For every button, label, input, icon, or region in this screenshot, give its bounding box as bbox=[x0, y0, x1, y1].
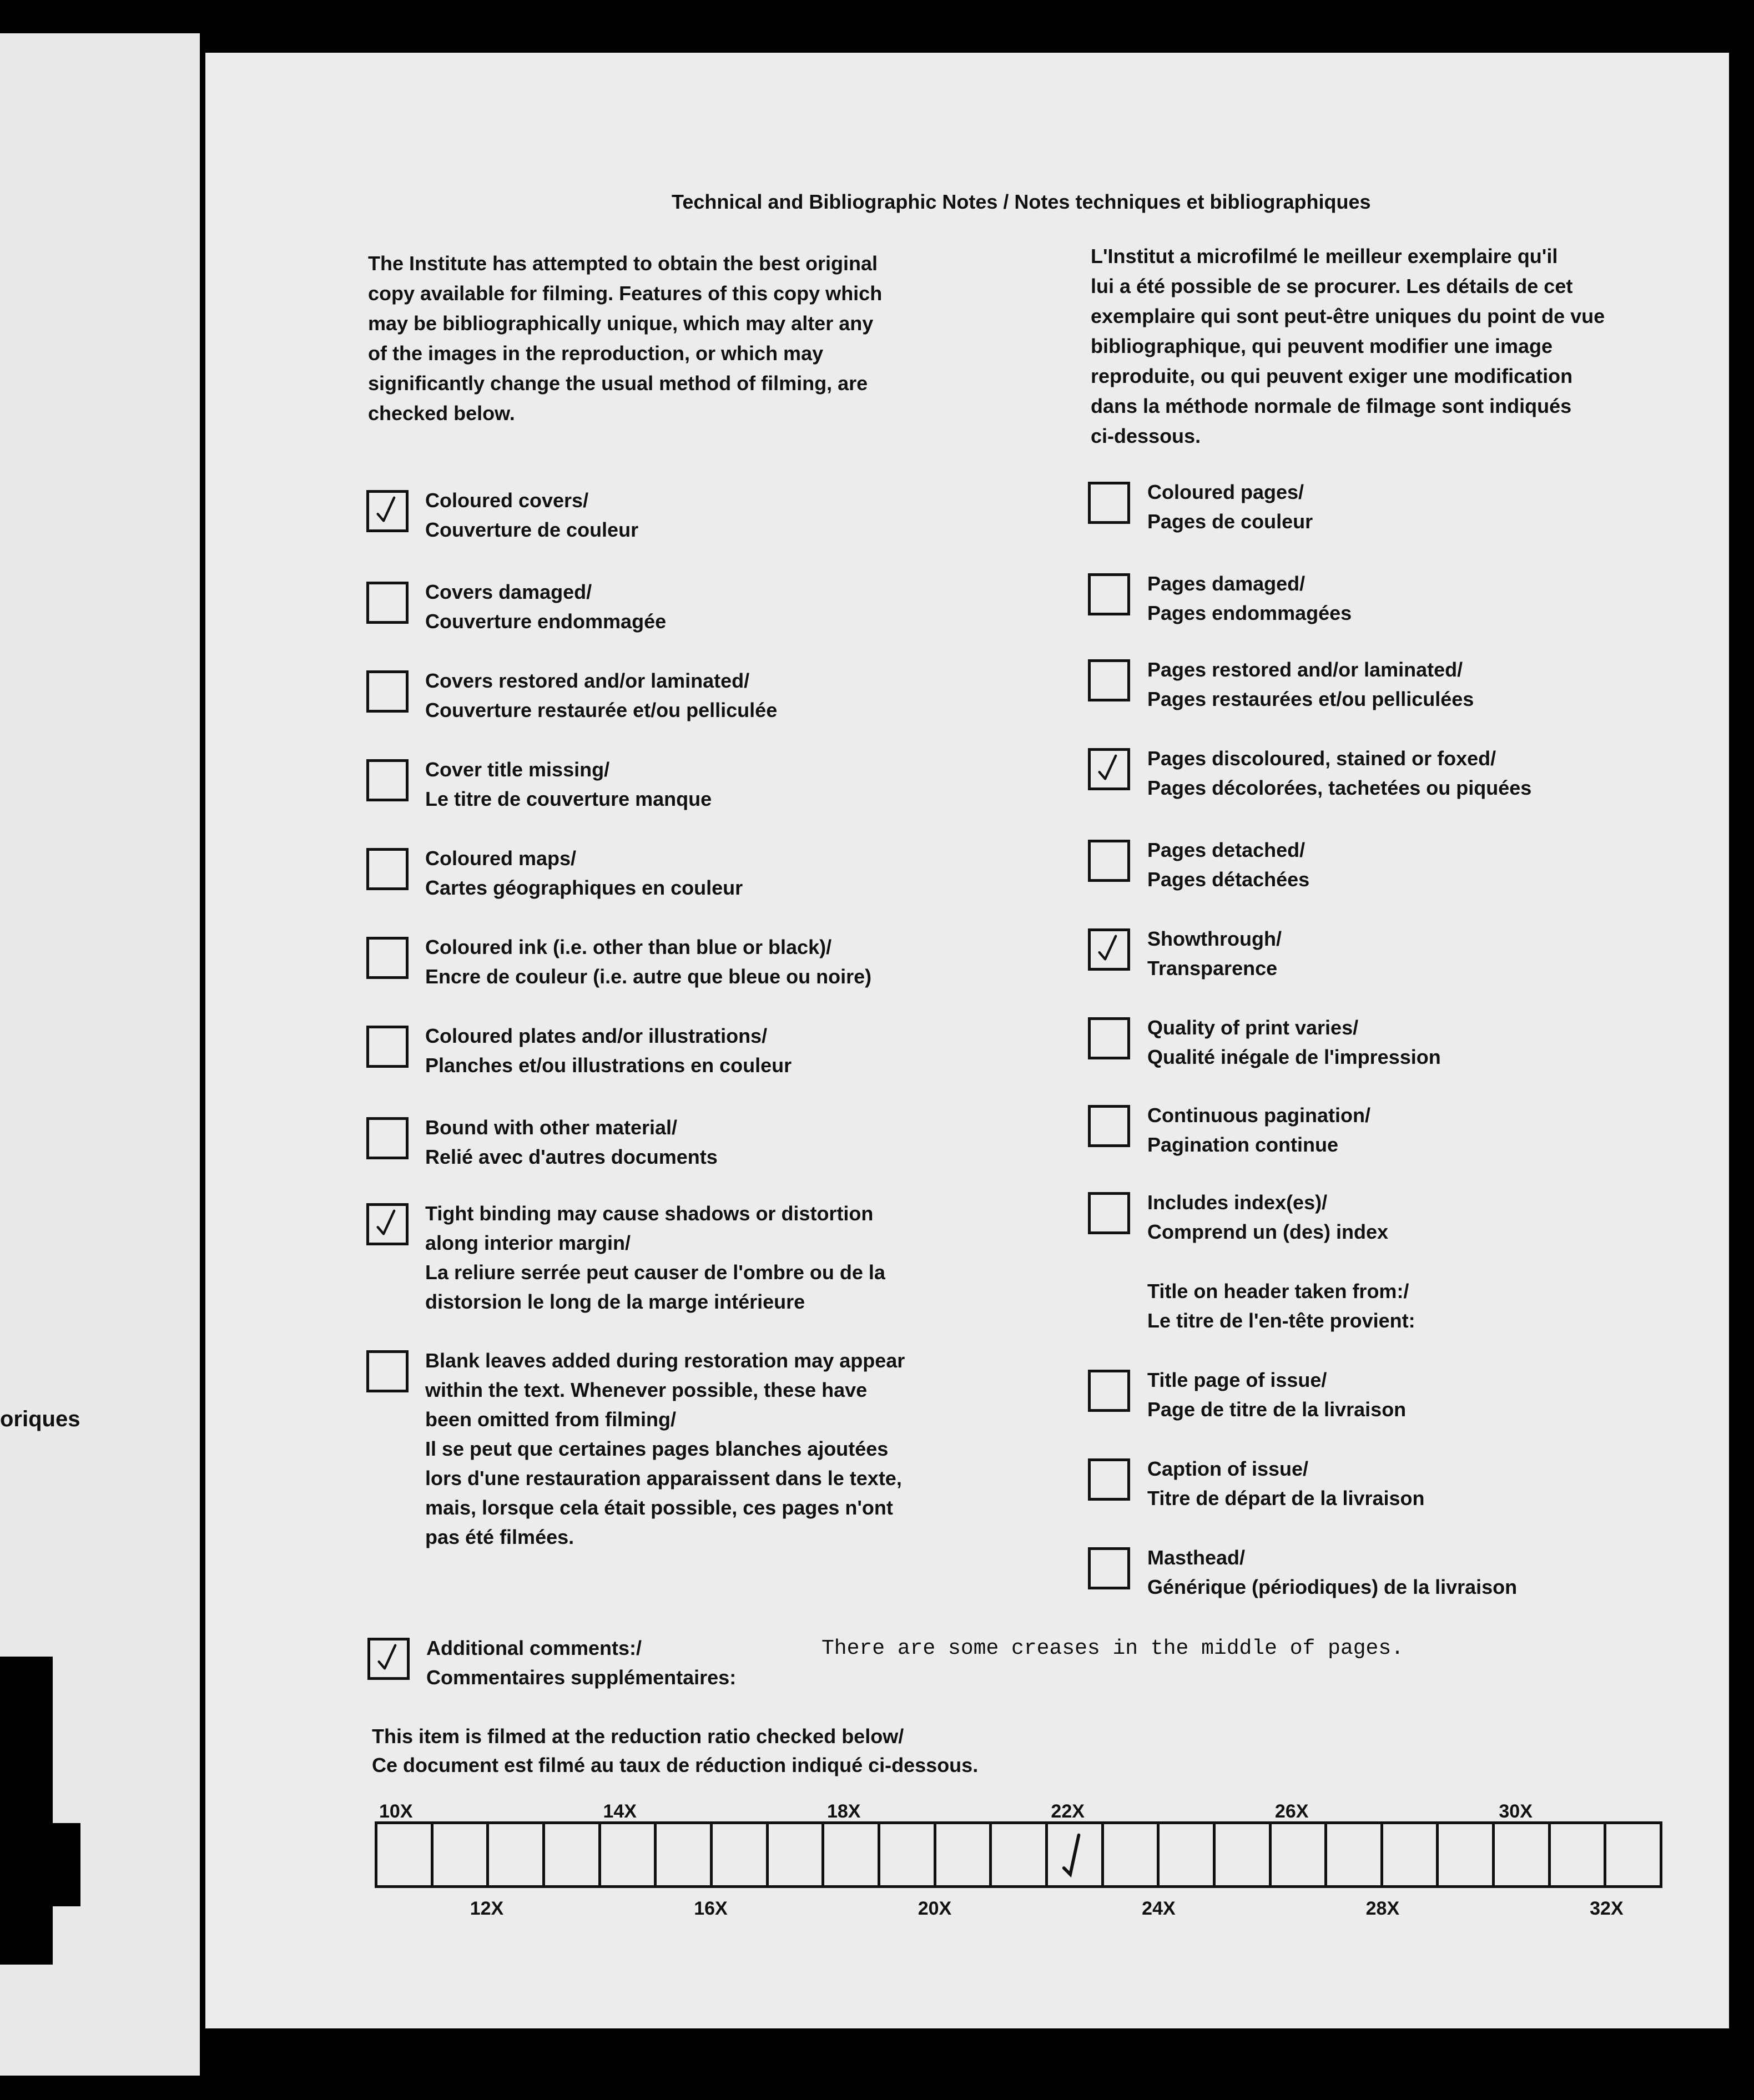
right-item-6-label-line: Showthrough/ bbox=[1147, 927, 1282, 950]
reduction-scale-cell[interactable] bbox=[377, 1824, 434, 1885]
right-item-6-label bbox=[1147, 924, 1282, 983]
right-item-8-label-line: Continuous pagination/ bbox=[1147, 1104, 1370, 1127]
left-item-4-label-line: Cover title missing/ bbox=[425, 758, 610, 781]
right-item-13-checkbox[interactable] bbox=[1088, 1547, 1130, 1589]
page-title: Technical and Bibliographic Notes / Notes techniques et bibliographiques bbox=[672, 190, 1371, 213]
left-item-10-label-line: within the text. Whenever possible, these have bbox=[425, 1379, 868, 1401]
right-item-13-label-line: Générique (périodiques) de la livraison bbox=[1147, 1576, 1518, 1598]
left-item-7-label-line: Planches et/ou illustrations en couleur bbox=[425, 1054, 792, 1077]
reduction-scale-cell[interactable] bbox=[713, 1824, 769, 1885]
right-item-11-label-line: Page de titre de la livraison bbox=[1147, 1398, 1407, 1421]
checkmark-icon bbox=[1091, 751, 1127, 787]
reduction-scale-cell[interactable] bbox=[1104, 1824, 1160, 1885]
reduction-scale-cell[interactable] bbox=[1216, 1824, 1272, 1885]
intro-fr-line: exemplaire qui sont peut-être uniques du point de vue bbox=[1091, 305, 1605, 327]
reduction-scale-cell[interactable] bbox=[1048, 1824, 1104, 1885]
checkmark-icon bbox=[1048, 1824, 1101, 1885]
intro-en-line: The Institute has attempted to obtain the best original bbox=[368, 252, 878, 275]
intro-french bbox=[1091, 241, 1605, 451]
right-item-13-label bbox=[1147, 1543, 1517, 1602]
reduction-scale-top-label: 26X bbox=[1274, 1801, 1309, 1822]
left-item-10-checkbox[interactable] bbox=[366, 1350, 409, 1392]
intro-fr-line: reproduite, ou qui peuvent exiger une modification bbox=[1091, 365, 1573, 387]
reduction-scale-bottom-label: 32X bbox=[1590, 1898, 1624, 1919]
document-page bbox=[205, 53, 1729, 2028]
right-item-4-checkbox[interactable] bbox=[1088, 748, 1130, 790]
right-item-8-label bbox=[1147, 1101, 1370, 1159]
intro-en-line: may be bibliographically unique, which may alter any bbox=[368, 312, 874, 335]
reduction-scale-cell[interactable] bbox=[545, 1824, 601, 1885]
left-item-10-label-line: lors d'une restauration apparaissent dans le texte, bbox=[425, 1467, 902, 1490]
checkmark-icon bbox=[369, 1206, 406, 1243]
left-item-9-label-line: Tight binding may cause shadows or distortion bbox=[425, 1202, 874, 1225]
left-item-8-label-line: Relié avec d'autres documents bbox=[425, 1145, 718, 1168]
right-item-2-label-line: Pages endommagées bbox=[1147, 602, 1352, 624]
right-item-4-label-line: Pages discoloured, stained or foxed/ bbox=[1147, 747, 1496, 770]
reduction-scale-cell[interactable] bbox=[936, 1824, 992, 1885]
intro-en-line: of the images in the reproduction, or which may bbox=[368, 342, 824, 365]
left-item-7-checkbox[interactable] bbox=[366, 1026, 409, 1068]
reduction-scale-cell[interactable] bbox=[657, 1824, 713, 1885]
left-page-edge bbox=[0, 33, 200, 2076]
additional-comments-checkbox[interactable] bbox=[367, 1638, 410, 1680]
left-item-10-label-line: mais, lorsque cela était possible, ces pages n'ont bbox=[425, 1496, 893, 1519]
reduction-scale-bottom-label: 28X bbox=[1365, 1898, 1400, 1919]
reduction-note bbox=[372, 1722, 978, 1780]
intro-en-line: checked below. bbox=[368, 402, 515, 425]
right-item-13-label-line: Masthead/ bbox=[1147, 1546, 1246, 1569]
right-item-6-label-line: Transparence bbox=[1147, 957, 1278, 980]
right-item-6-checkbox[interactable] bbox=[1088, 928, 1130, 971]
right-item-7-checkbox[interactable] bbox=[1088, 1017, 1130, 1059]
left-item-7-label bbox=[425, 1021, 792, 1080]
right-item-3-label-line: Pages restored and/or laminated/ bbox=[1147, 658, 1463, 681]
intro-en-line: significantly change the usual method of filming, are bbox=[368, 372, 868, 395]
reduction-scale-cell[interactable] bbox=[1383, 1824, 1439, 1885]
reduction-scale-cell[interactable] bbox=[1327, 1824, 1383, 1885]
reduction-scale-strip bbox=[375, 1821, 1662, 1888]
left-item-1-label-line: Coloured covers/ bbox=[425, 489, 589, 512]
left-item-8-label-line: Bound with other material/ bbox=[425, 1116, 678, 1139]
left-item-1-label bbox=[425, 486, 638, 544]
reduction-scale-cell[interactable] bbox=[1439, 1824, 1495, 1885]
reduction-scale-cell[interactable] bbox=[824, 1824, 880, 1885]
additional-comments-text: There are some creases in the middle of pages. bbox=[821, 1637, 1404, 1660]
right-item-2-label bbox=[1147, 569, 1352, 628]
right-item-7-label-line: Quality of print varies/ bbox=[1147, 1016, 1359, 1039]
left-item-2-label-line: Couverture endommagée bbox=[425, 610, 667, 633]
reduction-scale-bottom-label: 24X bbox=[1142, 1898, 1176, 1919]
left-item-5-label-line: Coloured maps/ bbox=[425, 847, 577, 870]
left-item-3-label bbox=[425, 666, 777, 725]
left-page-fragment-text: oriques bbox=[0, 1407, 80, 1431]
left-item-10-label bbox=[425, 1346, 905, 1552]
left-item-3-checkbox[interactable] bbox=[366, 670, 409, 713]
intro-fr-line: bibliographique, qui peuvent modifier une image bbox=[1091, 335, 1553, 357]
checkmark-icon bbox=[1091, 931, 1127, 968]
left-item-2-label-line: Covers damaged/ bbox=[425, 580, 592, 603]
right-item-4-label bbox=[1147, 744, 1531, 802]
intro-en-line: copy available for filming. Features of this copy which bbox=[368, 282, 883, 305]
left-item-9-label-line: along interior margin/ bbox=[425, 1231, 631, 1254]
reduction-scale-top-label: 14X bbox=[603, 1801, 637, 1822]
right-item-10-label-line: Le titre de l'en-tête provient: bbox=[1147, 1309, 1415, 1332]
left-item-6-label-line: Encre de couleur (i.e. autre que bleue ou noire) bbox=[425, 965, 872, 988]
right-item-4-label-line: Pages décolorées, tachetées ou piquées bbox=[1147, 776, 1532, 799]
left-item-10-label-line: been omitted from filming/ bbox=[425, 1408, 677, 1431]
right-item-12-label-line: Titre de départ de la livraison bbox=[1147, 1487, 1425, 1510]
right-item-12-checkbox[interactable] bbox=[1088, 1458, 1130, 1501]
right-item-2-label-line: Pages damaged/ bbox=[1147, 572, 1306, 595]
left-item-9-checkbox[interactable] bbox=[366, 1203, 409, 1245]
left-item-5-checkbox[interactable] bbox=[366, 848, 409, 890]
checkmark-icon bbox=[370, 1640, 407, 1677]
reduction-scale-cell[interactable] bbox=[769, 1824, 825, 1885]
left-item-10-label-line: pas été filmées. bbox=[425, 1526, 574, 1548]
left-item-3-label-line: Covers restored and/or laminated/ bbox=[425, 669, 750, 692]
left-item-2-checkbox[interactable] bbox=[366, 582, 409, 624]
right-item-1-checkbox[interactable] bbox=[1088, 482, 1130, 524]
right-item-3-label bbox=[1147, 655, 1474, 714]
right-item-9-checkbox[interactable] bbox=[1088, 1192, 1130, 1234]
reduction-scale-cell[interactable] bbox=[434, 1824, 490, 1885]
right-item-9-label-line: Includes index(es)/ bbox=[1147, 1191, 1328, 1214]
left-item-3-label-line: Couverture restaurée et/ou pelliculée bbox=[425, 699, 778, 721]
right-item-5-label bbox=[1147, 835, 1309, 894]
left-item-9-label-line: La reliure serrée peut causer de l'ombre ou de la bbox=[425, 1261, 885, 1284]
left-item-6-label bbox=[425, 932, 871, 991]
left-item-1-label-line: Couverture de couleur bbox=[425, 518, 639, 541]
left-item-4-checkbox[interactable] bbox=[366, 759, 409, 801]
left-item-7-label-line: Coloured plates and/or illustrations/ bbox=[425, 1024, 768, 1047]
right-item-1-label-line: Pages de couleur bbox=[1147, 510, 1313, 533]
intro-english bbox=[368, 249, 882, 428]
reduction-scale-cell[interactable] bbox=[489, 1824, 545, 1885]
left-item-10-label-line: Blank leaves added during restoration may appear bbox=[425, 1349, 905, 1372]
right-item-12-label-line: Caption of issue/ bbox=[1147, 1457, 1309, 1480]
left-page-black-block-bottom bbox=[0, 1823, 80, 1906]
left-item-10-label-line: Il se peut que certaines pages blanches ajoutées bbox=[425, 1437, 889, 1460]
left-item-5-label-line: Cartes géographiques en couleur bbox=[425, 876, 743, 899]
right-item-11-label-line: Title page of issue/ bbox=[1147, 1369, 1327, 1391]
right-item-5-label-line: Pages détachées bbox=[1147, 868, 1310, 891]
left-item-8-label bbox=[425, 1113, 718, 1172]
additional-comments-label bbox=[426, 1633, 736, 1692]
left-item-6-label-line: Coloured ink (i.e. other than blue or black)/ bbox=[425, 936, 832, 958]
reduction-scale-bottom-label: 16X bbox=[694, 1898, 728, 1919]
reduction-scale-cell[interactable] bbox=[601, 1824, 657, 1885]
additional-comments-label-line: Commentaires supplémentaires: bbox=[426, 1666, 737, 1689]
additional-comments-label-line: Additional comments:/ bbox=[426, 1637, 642, 1659]
right-item-7-label bbox=[1147, 1013, 1441, 1072]
left-item-1-checkbox[interactable] bbox=[366, 490, 409, 532]
right-item-5-checkbox[interactable] bbox=[1088, 840, 1130, 882]
reduction-note-line: Ce document est filmé au taux de réduction indiqué ci-dessous. bbox=[372, 1754, 979, 1776]
left-item-4-label-line: Le titre de couverture manque bbox=[425, 787, 712, 810]
reduction-scale-bottom-label: 12X bbox=[470, 1898, 504, 1919]
right-item-11-checkbox[interactable] bbox=[1088, 1370, 1130, 1412]
reduction-scale-cell[interactable] bbox=[1606, 1824, 1660, 1885]
right-item-1-label bbox=[1147, 477, 1313, 536]
right-item-3-label-line: Pages restaurées et/ou pelliculées bbox=[1147, 688, 1474, 710]
intro-fr-line: L'Institut a microfilmé le meilleur exemplaire qu'il bbox=[1091, 245, 1558, 267]
right-item-10-label bbox=[1147, 1276, 1415, 1335]
reduction-scale-cell[interactable] bbox=[1495, 1824, 1551, 1885]
right-item-11-label bbox=[1147, 1365, 1406, 1424]
right-item-5-label-line: Pages detached/ bbox=[1147, 839, 1306, 861]
left-item-4-label bbox=[425, 755, 712, 814]
intro-fr-line: dans la méthode normale de filmage sont indiqués bbox=[1091, 395, 1572, 417]
reduction-scale-cell[interactable] bbox=[1551, 1824, 1607, 1885]
right-item-3-checkbox[interactable] bbox=[1088, 659, 1130, 701]
right-item-12-label bbox=[1147, 1454, 1425, 1513]
right-item-9-label-line: Comprend un (des) index bbox=[1147, 1220, 1389, 1243]
left-item-5-label bbox=[425, 844, 743, 902]
right-item-7-label-line: Qualité inégale de l'impression bbox=[1147, 1046, 1441, 1068]
reduction-scale-cell[interactable] bbox=[992, 1824, 1048, 1885]
checkmark-icon bbox=[369, 493, 406, 529]
reduction-scale-cell[interactable] bbox=[880, 1824, 936, 1885]
right-item-2-checkbox[interactable] bbox=[1088, 573, 1130, 615]
right-item-1-label-line: Coloured pages/ bbox=[1147, 481, 1304, 503]
right-item-10-label-line: Title on header taken from:/ bbox=[1147, 1280, 1409, 1303]
left-item-6-checkbox[interactable] bbox=[366, 937, 409, 979]
left-item-9-label-line: distorsion le long de la marge intérieure bbox=[425, 1290, 805, 1313]
right-item-9-label bbox=[1147, 1188, 1388, 1246]
left-item-9-label bbox=[425, 1199, 885, 1316]
reduction-note-line: This item is filmed at the reduction ratio checked below/ bbox=[372, 1725, 904, 1748]
left-item-8-checkbox[interactable] bbox=[366, 1117, 409, 1159]
reduction-scale-top-label: 10X bbox=[379, 1801, 413, 1822]
reduction-scale-top-label: 22X bbox=[1051, 1801, 1085, 1822]
intro-fr-line: lui a été possible de se procurer. Les détails de cet bbox=[1091, 275, 1573, 297]
left-page-black-block-top bbox=[0, 1657, 53, 1823]
left-page-black-block-lower bbox=[0, 1906, 53, 1965]
reduction-scale-cell[interactable] bbox=[1272, 1824, 1328, 1885]
reduction-scale-bottom-label: 20X bbox=[918, 1898, 952, 1919]
right-item-8-label-line: Pagination continue bbox=[1147, 1133, 1339, 1156]
left-item-2-label bbox=[425, 577, 666, 636]
right-item-8-checkbox[interactable] bbox=[1088, 1105, 1130, 1147]
reduction-scale-top-label: 18X bbox=[826, 1801, 861, 1822]
intro-fr-line: ci-dessous. bbox=[1091, 425, 1201, 447]
reduction-scale-cell[interactable] bbox=[1160, 1824, 1216, 1885]
reduction-scale-top-label: 30X bbox=[1499, 1801, 1533, 1822]
